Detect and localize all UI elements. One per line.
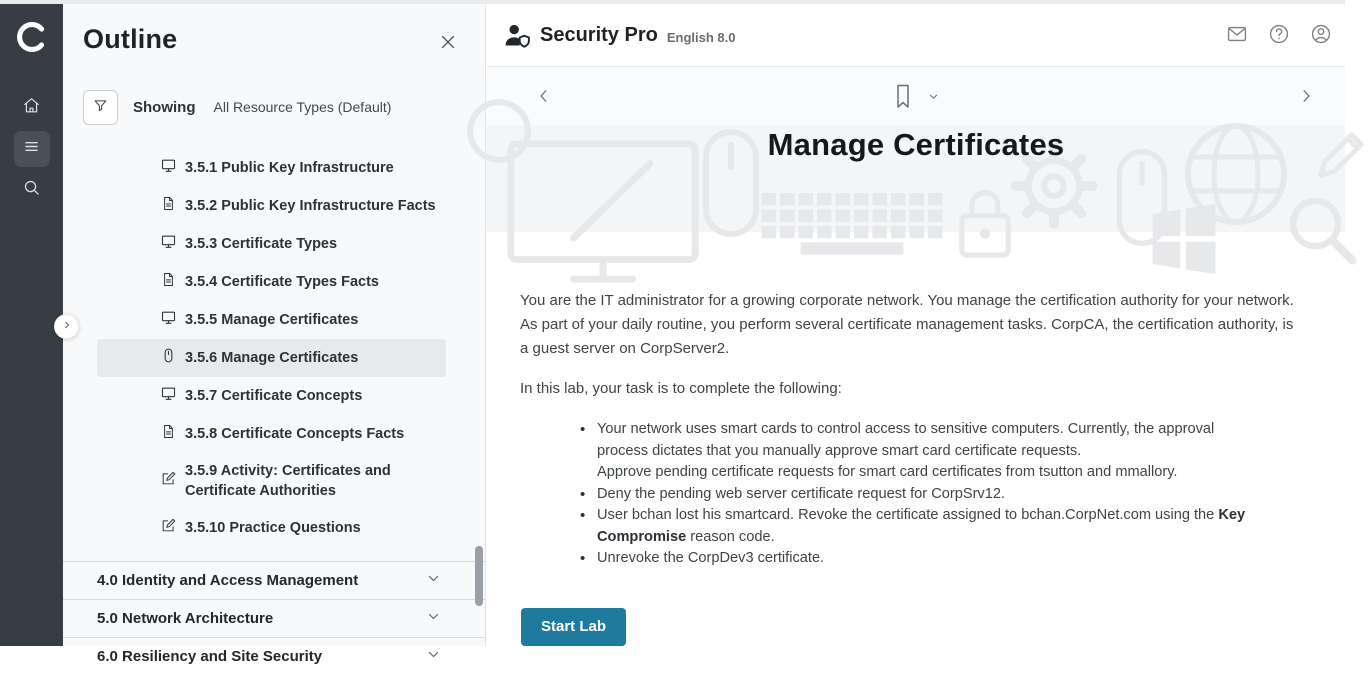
filter-showing-label: Showing	[133, 98, 196, 116]
lesson-title: Manage Certificates	[767, 127, 1065, 162]
sidebar-item-outline[interactable]	[14, 131, 50, 167]
outline-item[interactable]	[97, 301, 446, 339]
main-content	[487, 4, 1345, 646]
outline-section-label: 6.0 Resiliency and Site Security	[97, 648, 323, 665]
account-button[interactable]	[1309, 23, 1333, 47]
sidebar-item-home[interactable]	[14, 90, 50, 126]
task-item: • Your network uses smart cards to control access to sensitive computers. Currently, the approval process dictates that you manually approve smart card certificate requests. Approve pending certificate requests for smart card certificates from tsutton and mmallory.	[580, 419, 1260, 484]
brand-logo-icon[interactable]	[15, 20, 49, 54]
lesson-body	[487, 232, 1345, 646]
outline-item[interactable]	[97, 225, 446, 263]
filter-value-label: All Resource Types (Default)	[213, 99, 392, 115]
outline-item-label: 3.5.4 Certificate Types Facts	[185, 274, 379, 290]
outline-item-label: 3.5.2 Public Key Infrastructure Facts	[185, 198, 436, 214]
edition-label: English 8.0	[666, 29, 736, 45]
outline-expand-button[interactable]	[54, 314, 79, 339]
outline-item-label: 3.5.9 Activity: Certificates and Certificate Authorities	[185, 463, 391, 499]
mail-icon	[1226, 33, 1248, 48]
menu-icon	[22, 137, 41, 161]
outline-panel	[63, 4, 486, 665]
task-item: • Unrevoke the CorpDev3 certificate.	[580, 548, 1260, 570]
chevron-down-icon	[426, 647, 441, 667]
outline-item-label: 3.5.8 Certificate Concepts Facts	[185, 426, 405, 442]
lesson-banner	[487, 125, 1345, 232]
outline-section-label: 4.0 Identity and Access Management	[97, 572, 359, 589]
task-intro-paragraph: In this lab, your task is to complete the following:	[520, 380, 842, 397]
edit-icon	[160, 470, 177, 492]
bookmark-caret-button[interactable]	[927, 90, 940, 103]
bookmark-group	[892, 83, 940, 110]
chevron-down-icon	[426, 571, 441, 591]
outline-item-label: 3.5.1 Public Key Infrastructure	[185, 160, 394, 176]
outline-sections	[63, 561, 485, 675]
outline-section[interactable]	[63, 561, 485, 599]
top-strip	[0, 0, 1345, 4]
chevron-down-icon	[426, 609, 441, 629]
mouse-icon	[160, 347, 177, 369]
app-header	[487, 4, 1345, 67]
product-title: Security Pro	[540, 23, 658, 46]
funnel-icon	[92, 97, 109, 117]
back-button[interactable]	[535, 85, 553, 107]
monitor-icon	[160, 385, 177, 407]
outline-title: Outline	[83, 24, 178, 54]
scrollbar-thumb[interactable]	[475, 546, 483, 606]
search-icon	[22, 178, 41, 202]
messages-button[interactable]	[1225, 23, 1249, 47]
monitor-icon	[160, 309, 177, 331]
header-actions	[1225, 23, 1333, 47]
chevron-right-icon	[1297, 85, 1315, 107]
outline-section[interactable]	[63, 599, 485, 637]
forward-button[interactable]	[1297, 85, 1315, 107]
chevron-left-icon	[535, 85, 553, 107]
help-icon	[1268, 33, 1290, 48]
outline-item[interactable]	[97, 509, 446, 547]
filter-row	[63, 80, 485, 134]
monitor-icon	[160, 157, 177, 179]
start-lab-button[interactable]: Start Lab	[521, 608, 626, 646]
profile-icon	[1310, 33, 1332, 48]
outline-item-label: 3.5.10 Practice Questions	[185, 520, 361, 536]
intro-paragraph: You are the IT administrator for a growing corporate network. You manage the certification authority for your network. As part of your daily routine, you perform several certificate management tasks. CorpCA, the certification authority, is a guest server on CorpServer2.	[520, 292, 1294, 357]
task-list	[520, 419, 1260, 570]
task-item: • User bchan lost his smartcard. Revoke the certificate assigned to bchan.CorpNet.com using the Key Compromise reason code.	[580, 505, 1260, 548]
task-item: • Deny the pending web server certificate request for CorpSrv12.	[580, 484, 1260, 506]
lesson-navbar	[487, 67, 1345, 125]
help-button[interactable]	[1267, 23, 1291, 47]
outline-item[interactable]	[97, 453, 446, 509]
home-icon	[22, 96, 41, 120]
monitor-icon	[160, 233, 177, 255]
bookmark-icon	[892, 83, 914, 110]
outline-item[interactable]	[97, 149, 446, 187]
outline-item[interactable]	[97, 377, 446, 415]
outline-item-label: 3.5.3 Certificate Types	[185, 236, 338, 252]
outline-item[interactable]	[97, 187, 446, 225]
brand	[504, 23, 1225, 48]
keyboard-icon	[759, 191, 945, 265]
sidebar-item-search[interactable]	[14, 172, 50, 208]
document-icon	[160, 195, 177, 217]
outline-item[interactable]	[97, 415, 446, 453]
outline-list	[63, 149, 485, 547]
document-icon	[160, 271, 177, 293]
chevron-right-icon	[61, 319, 73, 334]
document-icon	[160, 423, 177, 445]
outline-section-label: 5.0 Network Architecture	[97, 610, 274, 627]
outline-item[interactable]	[97, 263, 446, 301]
windows-icon	[1147, 201, 1221, 275]
bookmark-button[interactable]	[892, 83, 914, 110]
caret-down-icon	[927, 90, 940, 103]
person-shield-icon	[504, 23, 531, 48]
outline-item[interactable]	[97, 339, 446, 377]
outline-header	[63, 4, 485, 80]
outline-item-label: 3.5.7 Certificate Concepts	[185, 388, 363, 404]
magnifier-icon	[1285, 193, 1359, 267]
outline-item-label: 3.5.6 Manage Certificates	[185, 350, 359, 366]
outline-item-label: 3.5.5 Manage Certificates	[185, 312, 359, 328]
outline-section[interactable]	[63, 637, 485, 675]
close-icon[interactable]	[435, 30, 461, 56]
edit-icon	[160, 517, 177, 539]
filter-button[interactable]	[83, 90, 118, 125]
